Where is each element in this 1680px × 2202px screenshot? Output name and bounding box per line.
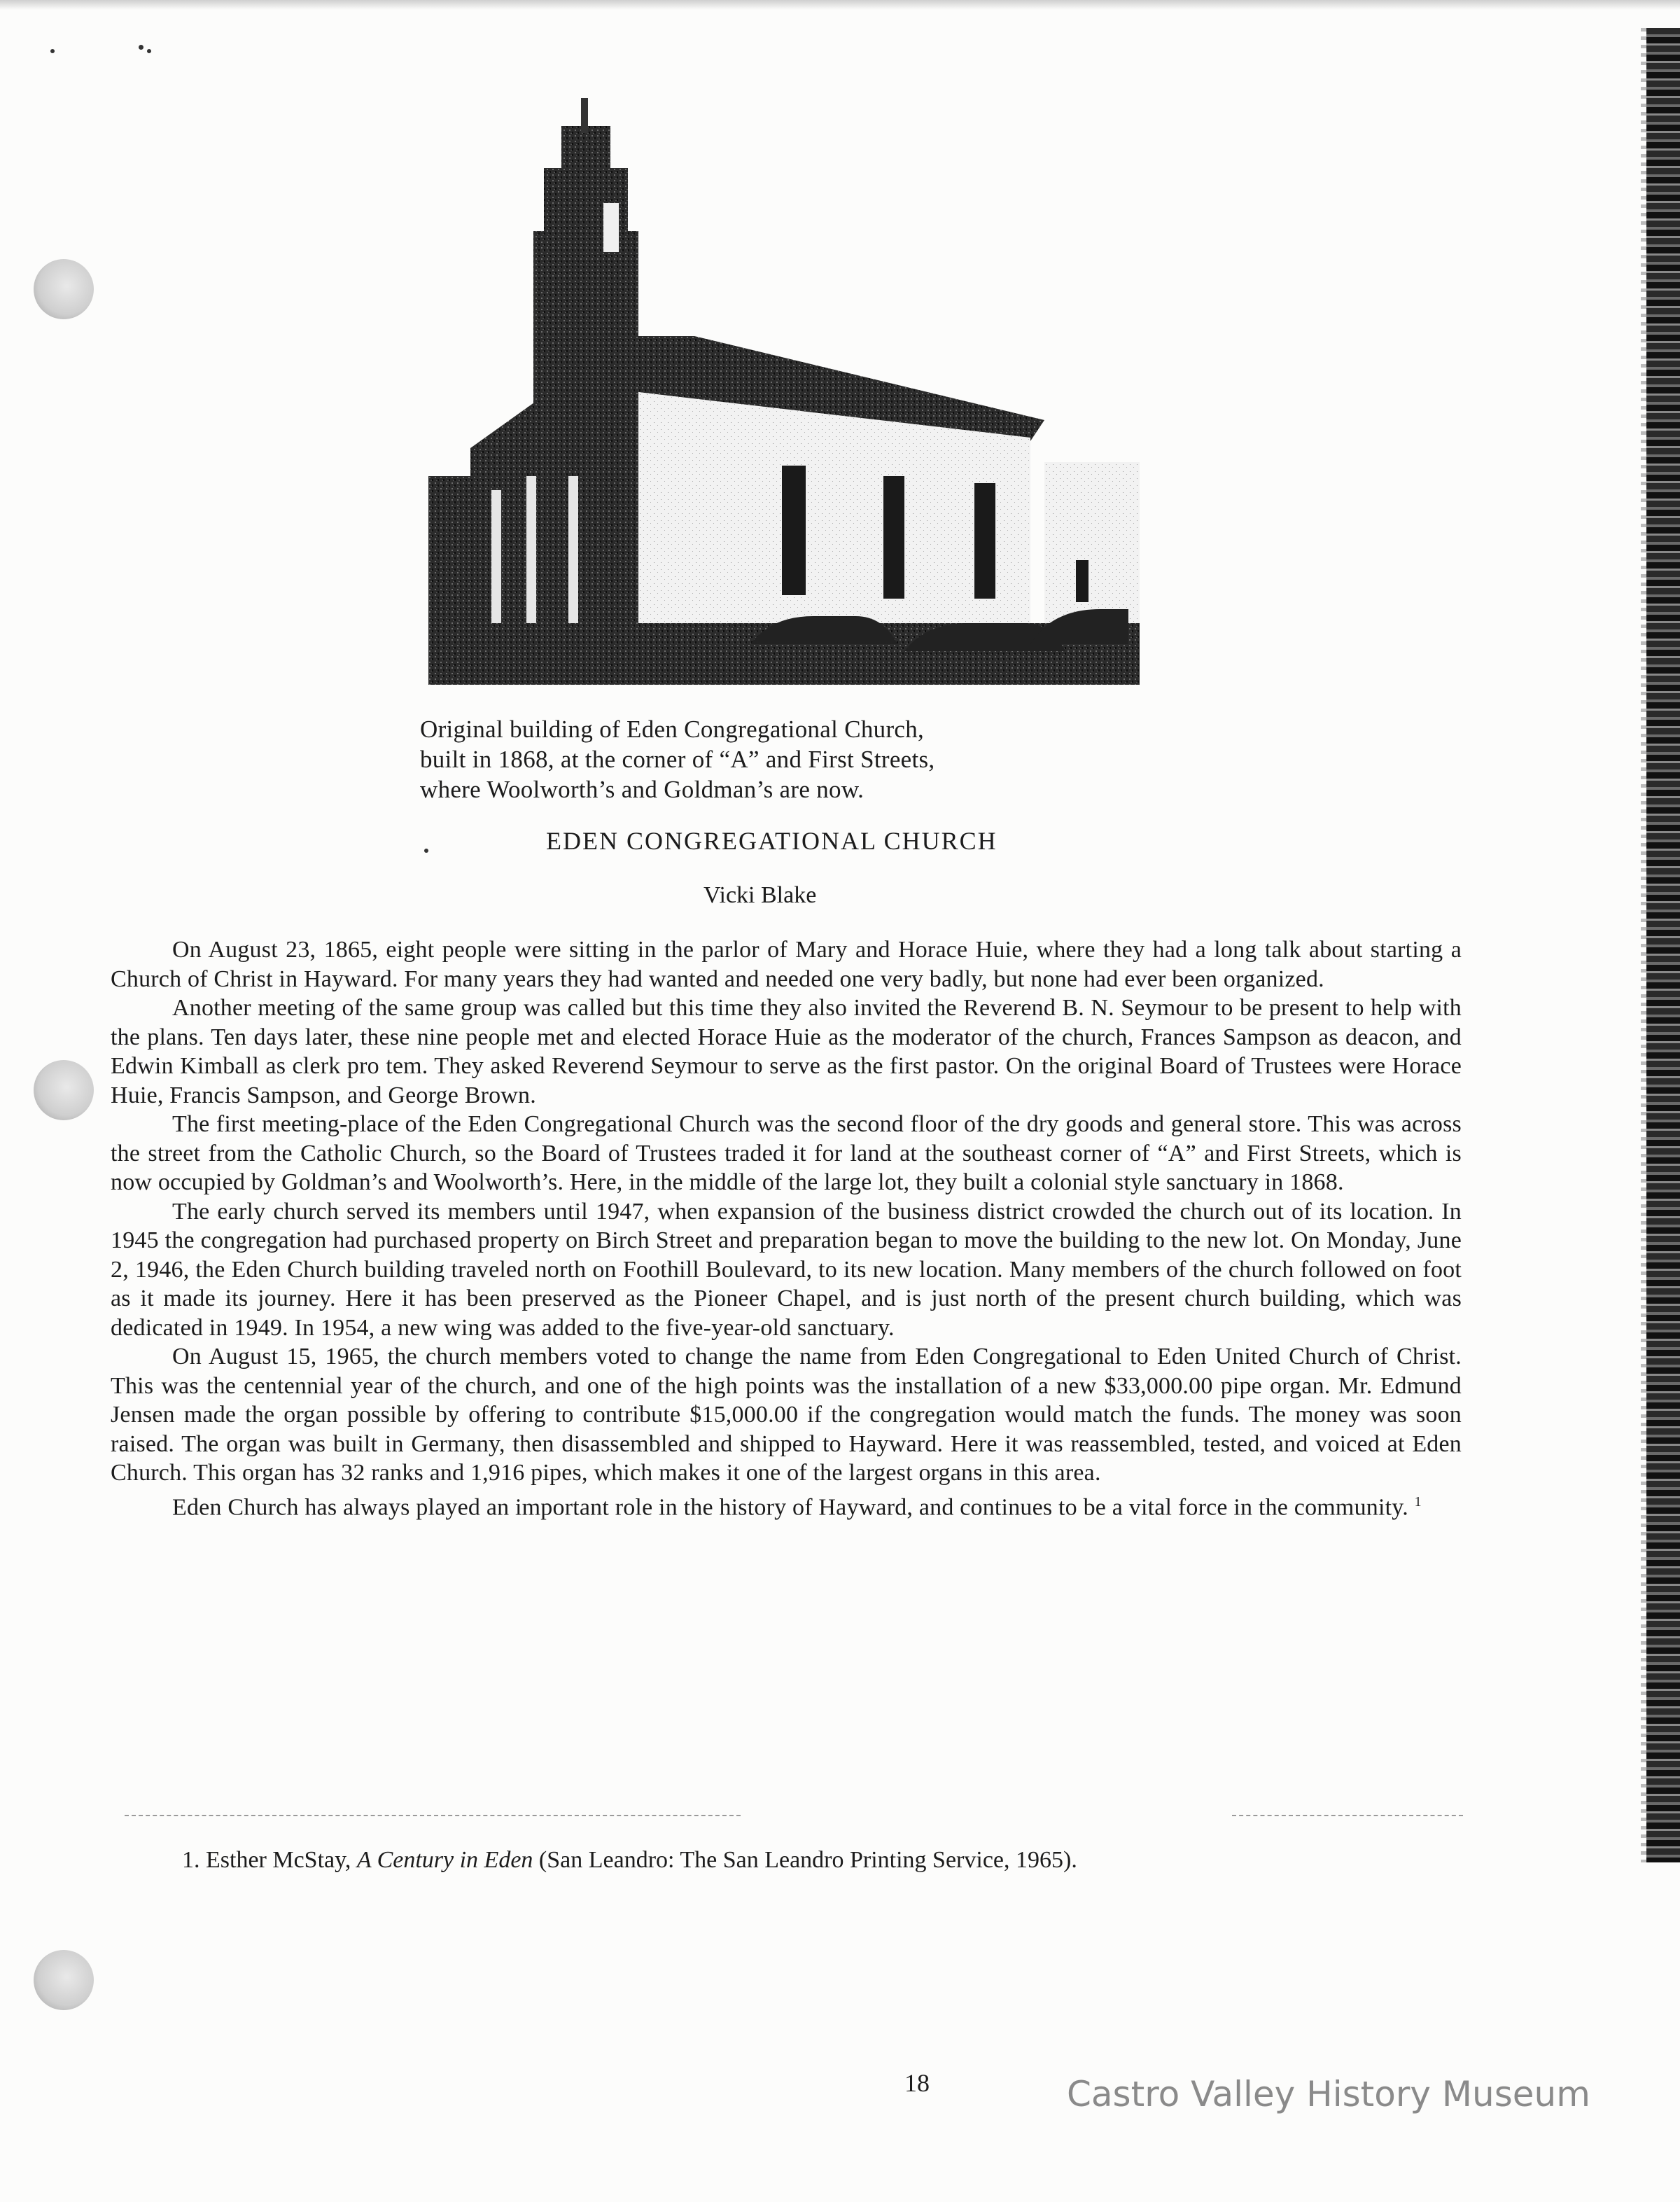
page-number: 18 (904, 2069, 930, 2097)
caption-line: built in 1868, at the corner of “A” and First Streets, (420, 746, 935, 773)
watermark-text: Castro Valley History Museum (1067, 2074, 1590, 2114)
body-paragraph-text: Eden Church has always played an important role in the history of Hayward, and continues to be a vital force in the community. (172, 1493, 1408, 1520)
body-paragraph: The early church served its members until 1947, when expansion of the business district crowded the church out of its location. In 1945 the congregation had purchased property on Birch Street and preparation began to move the building to the new lot. On Monday, June 2, 1946, the Eden Church building traveled north on Foothill Boulevard, to its new location. Many members of the church followed on foot as it made its journey. Here it has been preserved as the Pioneer Chapel, and is just north of the present church building, which was dedicated in 1949. In 1954, a new wing was added to the five-year-old sanctuary. (111, 1198, 1462, 1341)
footnote-number: 1. (182, 1847, 200, 1873)
body-paragraph: The first meeting-place of the Eden Congregational Church was the second floor of the dry goods and general store. This was across the street from the Catholic Church, so the Board of Trustees traded it for land at the southeast corner of “A” and First Streets, which is now occupied by Goldman’s and Woolworth’s. Here, in the middle of the large lot, they built a colonial style sanctuary in 1868. (111, 1111, 1462, 1195)
body-paragraph: On August 15, 1965, the church members voted to change the name from Eden Congregational to Eden United Church of Christ. This was the centennial year of the church, and one of the high points was the installation of a new $33,000.00 pipe organ. Mr. Edmund Jensen made the organ possible by offering to contribute $15,000.00 if the congregation would match the funds. The money was soon raised. The organ was built in Germany, then disassembled and shipped to Hayward. Here it was reassembled, tested, and voiced at Eden Church. This organ has 32 ranks and 1,916 pipes, which makes it one of the largest organs in this area. (111, 1344, 1462, 1486)
body-paragraph: Another meeting of the same group was called but this time they also invited the Reverend B. N. Seymour to be present to help with the plans. Ten days later, these nine people met and elected Horace Huie as the moderator of the church, Frances Sampson as deacon, and Edwin Kimball as clerk pro tem. They asked Reverend Seymour to serve as the first pastor. On the original Board of Trustees were Horace Huie, Francis Sampson, and George Brown. (111, 995, 1462, 1108)
footnote (120, 1846, 1464, 1875)
article-author: Vicki Blake (704, 882, 817, 908)
photo-caption (420, 714, 1162, 804)
footnote-book-title: A Century in Eden (356, 1847, 533, 1873)
scan-speck (139, 45, 144, 50)
scan-binding-edge (1646, 28, 1680, 1862)
footnote-divider-left (125, 1815, 741, 1816)
caption-line: where Woolworth’s and Goldman’s are now. (420, 776, 864, 803)
church-photograph (428, 84, 1140, 685)
footnote-divider-right (1232, 1815, 1463, 1816)
scan-speck (50, 49, 55, 53)
body-paragraph (111, 1488, 1462, 1522)
scan-top-edge (0, 0, 1680, 10)
article-title: EDEN CONGREGATIONAL CHURCH (546, 827, 997, 855)
footnote-author: Esther McStay, (206, 1847, 351, 1873)
punch-hole-bottom (34, 1950, 94, 2010)
scan-speck (147, 49, 151, 53)
punch-hole-top (34, 259, 94, 319)
body-paragraph: On August 23, 1865, eight people were sitting in the parlor of Mary and Horace Huie, where they had a long talk about starting a Church of Christ in Hayward. For many years they had wanted and needed one very badly, but none had ever been organized. (111, 937, 1462, 992)
article-body (111, 935, 1462, 1521)
footnote-marker: 1 (1414, 1493, 1422, 1510)
caption-line: Original building of Eden Congregational Church, (420, 716, 925, 743)
scan-speck (424, 849, 428, 853)
punch-hole-middle (34, 1060, 94, 1120)
footnote-publication: (San Leandro: The San Leandro Printing Service, 1965). (538, 1847, 1077, 1873)
